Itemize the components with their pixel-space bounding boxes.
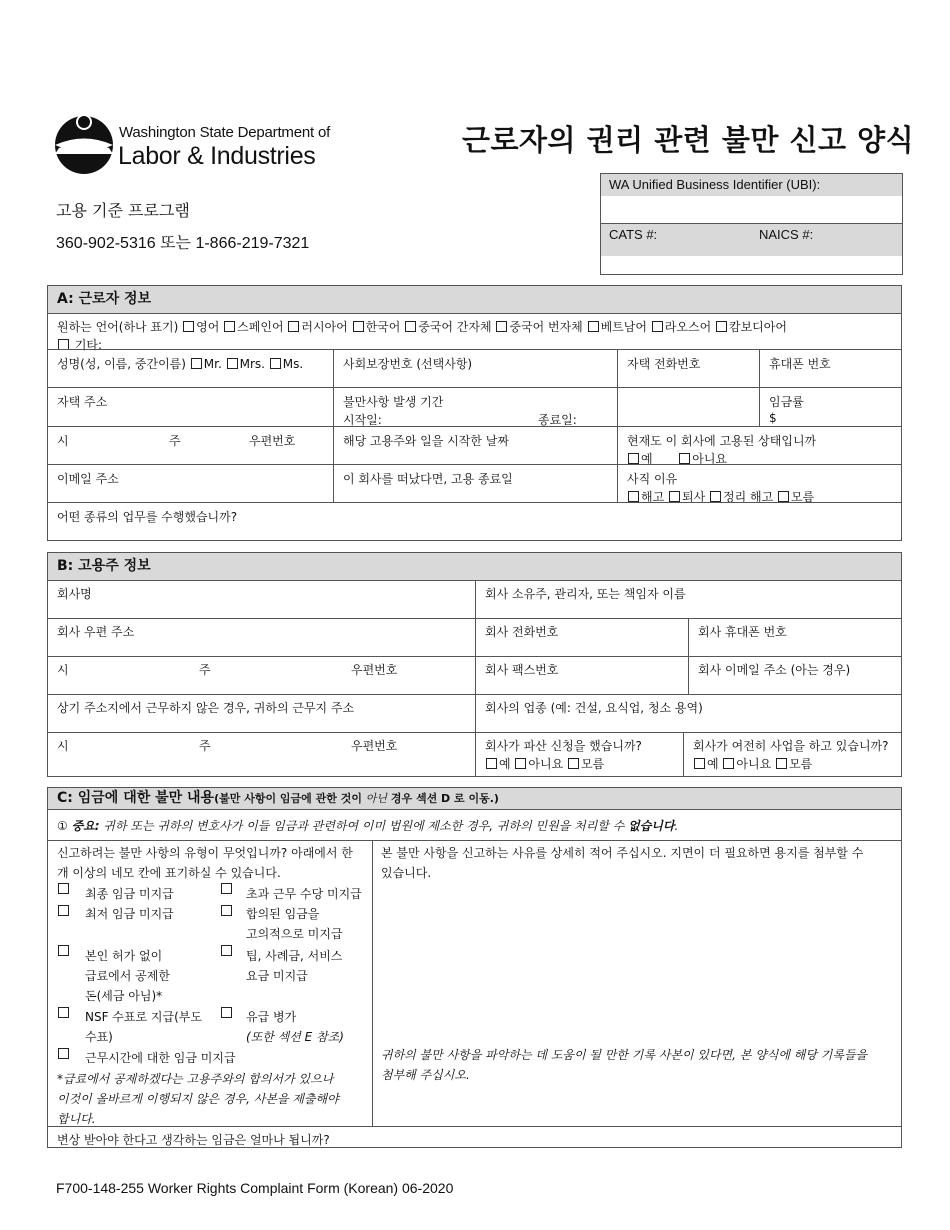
office-use-box: [600, 173, 903, 275]
cell-phone-field[interactable]: 휴대폰 번호: [769, 357, 831, 371]
language-option: 라오스어: [664, 320, 712, 334]
bankruptcy-options: [485, 755, 604, 772]
unpaid-hours-checkbox[interactable]: [58, 1048, 69, 1059]
yes-label: 예: [707, 757, 719, 771]
ubi-field[interactable]: [601, 196, 902, 223]
form-footer: F700-148-255 Worker Rights Complaint Form (Korean) 06-2020: [56, 1180, 454, 1196]
still-employed-yes-checkbox[interactable]: [628, 453, 639, 464]
reason-checkbox[interactable]: [778, 491, 789, 502]
title-option: Ms.: [282, 357, 304, 371]
owner-name-field[interactable]: 회사 소유주, 관리자, 또는 책임자 이름: [485, 587, 686, 601]
important-text: 귀하 또는 귀하의 변호사가 이들 임금과 관련하여 이미 법원에 제소한 경우, 귀하의 민원을 처리할 수: [99, 819, 629, 833]
end-date-field[interactable]: 종료일:: [538, 413, 577, 427]
still-employed-label: 현재도 이 회사에 고용된 상태입니까: [627, 434, 817, 448]
reason-option: 정리 해고: [723, 490, 774, 504]
minimum-wage-checkbox[interactable]: [58, 905, 69, 916]
yes-label: 예: [499, 757, 511, 771]
company-name-field[interactable]: 회사명: [57, 587, 92, 601]
deduction-label-1: 본인 허가 없이: [85, 949, 163, 963]
start-date-field[interactable]: 시작일:: [343, 413, 382, 427]
still-in-business-label: 회사가 여전히 사업을 하고 있습니까?: [693, 739, 889, 753]
reason-checkbox[interactable]: [628, 491, 639, 502]
work-state-label: 주: [199, 739, 211, 753]
section-c-wage-complaint: [47, 787, 902, 1148]
language-option: 한국어: [365, 320, 401, 334]
language-checkbox[interactable]: [224, 321, 235, 332]
home-address-field[interactable]: 자택 주소: [57, 395, 108, 409]
nsf-check-checkbox[interactable]: [58, 1007, 69, 1018]
start-work-date-field[interactable]: 해당 고용주와 일을 시작한 날짜: [343, 434, 509, 448]
records-note-2: 첨부해 주십시오.: [381, 1068, 470, 1082]
ubi-label-row: [601, 174, 902, 196]
deduction-label-3: 돈(세금 아님)*: [85, 989, 163, 1003]
language-checkbox[interactable]: [588, 321, 599, 332]
work-city-label: 시: [57, 739, 69, 753]
still-in-business-options: [693, 755, 812, 772]
language-option: 스페인어: [237, 320, 284, 334]
language-checkbox[interactable]: [716, 321, 727, 332]
bankruptcy-unknown-checkbox[interactable]: [568, 758, 579, 769]
cats-naics-field[interactable]: [601, 256, 902, 274]
business-no-checkbox[interactable]: [723, 758, 734, 769]
section-c-note-emphasis: 아닌: [365, 792, 388, 805]
important-end: 없습니다: [628, 819, 675, 833]
company-cell-field[interactable]: 회사 휴대폰 번호: [698, 625, 787, 639]
wage-rate-field[interactable]: $: [769, 411, 777, 425]
paid-sick-leave-checkbox[interactable]: [221, 1007, 232, 1018]
bankruptcy-label: 회사가 파산 신청을 했습니까?: [485, 739, 642, 753]
cats-label: CATS #:: [609, 227, 658, 242]
reason-option: 퇴사: [682, 490, 706, 504]
program-name: 고용 기준 프로그램: [56, 201, 190, 220]
no-label: 아니요: [736, 757, 772, 771]
tips-label-1: 팁, 사례금, 서비스: [246, 949, 343, 963]
naics-label: NAICS #:: [759, 227, 814, 242]
still-employed-no-checkbox[interactable]: [679, 453, 690, 464]
business-unknown-checkbox[interactable]: [776, 758, 787, 769]
section-b-heading: B: 고용주 정보: [48, 553, 901, 581]
title-option: Mrs.: [239, 357, 265, 371]
name-field[interactable]: [57, 355, 303, 372]
work-zip-label: 우편번호: [351, 739, 398, 753]
company-fax-field[interactable]: 회사 팩스번호: [485, 663, 559, 677]
company-city-label: 시: [57, 663, 69, 677]
state-label: 주: [169, 434, 181, 448]
name-label: 성명(성, 이름, 중간이름): [57, 357, 186, 371]
final-wage-label: 최종 임금 미지급: [85, 887, 174, 901]
business-yes-checkbox[interactable]: [694, 758, 705, 769]
logo-line2: Labor & Industries: [118, 142, 316, 170]
agreed-wage-label-2: 고의적으로 미지급: [246, 927, 343, 941]
bankruptcy-no-checkbox[interactable]: [515, 758, 526, 769]
ubi-label: WA Unified Business Identifier (UBI):: [609, 177, 821, 192]
language-option: 중국어 간자체: [418, 320, 492, 334]
paid-sick-leave-label: 유급 병가: [246, 1010, 297, 1024]
reason-option: 해고: [641, 490, 665, 504]
language-checkbox[interactable]: [405, 321, 416, 332]
overtime-checkbox[interactable]: [221, 883, 232, 894]
language-other-label: 기타:: [74, 338, 103, 352]
deduction-footnote-2: 이것이 올바르게 이행되지 않은 경우, 사본을 제출해야: [57, 1092, 339, 1106]
zip-label: 우편번호: [249, 434, 296, 448]
complaint-period-label: 불만사항 발생 기간: [343, 395, 444, 409]
final-wage-checkbox[interactable]: [58, 883, 69, 894]
reason-option: 모름: [791, 490, 815, 504]
company-zip-label: 우편번호: [351, 663, 398, 677]
complaint-detail-prompt-2: 있습니다.: [381, 866, 432, 880]
nsf-check-label-2: 수표): [85, 1030, 113, 1044]
section-a-heading: A: 근로자 정보: [48, 286, 901, 314]
logo-line1: Washington State Department of: [119, 124, 331, 141]
work-type-field[interactable]: 어떤 종류의 업무를 수행했습니까?: [57, 510, 238, 524]
unknown-label: 모름: [789, 757, 813, 771]
city-label: 시: [57, 434, 69, 448]
records-note-1: 귀하의 불만 사항을 파악하는 데 도움이 될 만한 기록 사본이 있다면, 본 양식에 해당 기록들을: [381, 1048, 868, 1062]
no-label: 아니요: [528, 757, 564, 771]
yes-label: 예: [641, 452, 653, 466]
email-field[interactable]: 이메일 주소: [57, 472, 119, 486]
program-phone: 360-902-5316 또는 1-866-219-7321: [56, 235, 310, 252]
deduction-checkbox[interactable]: [58, 945, 69, 956]
owed-amount-field[interactable]: 변상 받아야 한다고 생각하는 임금은 얼마나 됩니까?: [57, 1133, 330, 1147]
agreed-wage-label-1: 합의된 임금을: [246, 907, 320, 921]
section-b-employer-info: [47, 552, 902, 777]
info-icon: ①: [57, 819, 68, 833]
complaint-type-question-2: 개 이상의 네모 칸에 표기하실 수 있습니다.: [57, 866, 281, 880]
work-location-field[interactable]: 상기 주소지에서 근무하지 않은 경우, 귀하의 근무지 주소: [57, 701, 355, 715]
title-checkbox[interactable]: [227, 358, 238, 369]
deduction-footnote-1: *급료에서 공제하겠다는 고용주와의 합의서가 있으나: [57, 1072, 334, 1086]
overtime-label: 초과 근무 수당 미지급: [246, 887, 362, 901]
title-option: Mr.: [203, 357, 222, 371]
section-c-note-end: 경우 섹션 D 로 이동.): [387, 792, 499, 805]
language-option: 베트남어: [600, 320, 647, 334]
important-notice: ① 중요: 귀하 또는 귀하의 변호사가 이들 임금과 관련하여 이미 법원에 제소한 경우, 귀하의 민원을 처리할 수 없습니다.: [57, 819, 679, 833]
agreed-wage-checkbox[interactable]: [221, 905, 232, 916]
bankruptcy-yes-checkbox[interactable]: [486, 758, 497, 769]
company-email-field[interactable]: 회사 이메일 주소 (아는 경우): [698, 663, 851, 677]
language-other-row: [57, 336, 102, 353]
unknown-label: 모름: [581, 757, 605, 771]
language-checkbox[interactable]: [353, 321, 364, 332]
minimum-wage-label: 최저 임금 미지급: [85, 907, 174, 921]
home-phone-field[interactable]: 자택 전화번호: [627, 357, 701, 371]
agency-logo: [55, 112, 335, 178]
employment-end-date-field[interactable]: 이 회사를 떠났다면, 고용 종료일: [343, 472, 513, 486]
complaint-detail-prompt-1: 본 불만 사항을 신고하는 사유를 상세히 적어 주십시오. 지면이 더 필요하면 용지를 첨부할 수: [381, 846, 864, 860]
title-checkbox[interactable]: [270, 358, 281, 369]
no-label: 아니요: [692, 452, 728, 466]
paid-sick-leave-note: (또한 섹션 E 참조): [246, 1030, 344, 1044]
important-label: 중요:: [71, 819, 100, 833]
cats-naics-row: [601, 223, 902, 256]
language-option: 영어: [196, 320, 220, 334]
section-c-note: (불만 사항이 임금에 관한 것이: [214, 792, 366, 805]
section-c-title: C: 임금에 대한 불만 내용: [57, 790, 215, 806]
section-a-worker-info: [47, 285, 902, 541]
language-option: 중국어 번자체: [509, 320, 583, 334]
reason-checkbox[interactable]: [669, 491, 680, 502]
reason-checkbox[interactable]: [710, 491, 721, 502]
deduction-label-2: 급료에서 공제한: [85, 969, 170, 983]
language-checkbox[interactable]: [288, 321, 299, 332]
title-checkbox[interactable]: [191, 358, 202, 369]
language-option: 캄보디아어: [729, 320, 787, 334]
wage-rate-label: 임금률: [769, 395, 804, 409]
nsf-check-label-1: NSF 수표로 지급(부도: [85, 1010, 202, 1024]
section-c-heading: [48, 788, 901, 810]
industry-field[interactable]: 회사의 업종 (예: 건설, 요식업, 청소 용역): [485, 701, 703, 715]
labor-industries-logo-icon: [55, 112, 113, 176]
form-title: 근로자의 권리 관련 불만 신고 양식: [462, 123, 915, 157]
company-mail-address-field[interactable]: 회사 우편 주소: [57, 625, 135, 639]
complaint-type-question-1: 신고하려는 불만 사항의 유형이 무엇입니까? 아래에서 한: [57, 846, 353, 860]
company-phone-field[interactable]: 회사 전화번호: [485, 625, 559, 639]
deduction-footnote-3: 합니다.: [57, 1112, 96, 1126]
company-state-label: 주: [199, 663, 211, 677]
unpaid-hours-label: 근무시간에 대한 임금 미지급: [85, 1051, 236, 1065]
complaint-detail-area[interactable]: [378, 880, 898, 1030]
ssn-field[interactable]: 사회보장번호 (선택사항): [343, 357, 473, 371]
language-prompt: 원하는 언어(하나 표기): [57, 320, 179, 334]
language-checkbox[interactable]: [183, 321, 194, 332]
language-option: 러시아어: [301, 320, 348, 334]
language-checkbox[interactable]: [652, 321, 663, 332]
language-checkbox[interactable]: [496, 321, 507, 332]
language-row: [57, 318, 787, 335]
tips-label-2: 요금 미지급: [246, 969, 308, 983]
tips-checkbox[interactable]: [221, 945, 232, 956]
separation-reason-label: 사직 이유: [627, 472, 678, 486]
